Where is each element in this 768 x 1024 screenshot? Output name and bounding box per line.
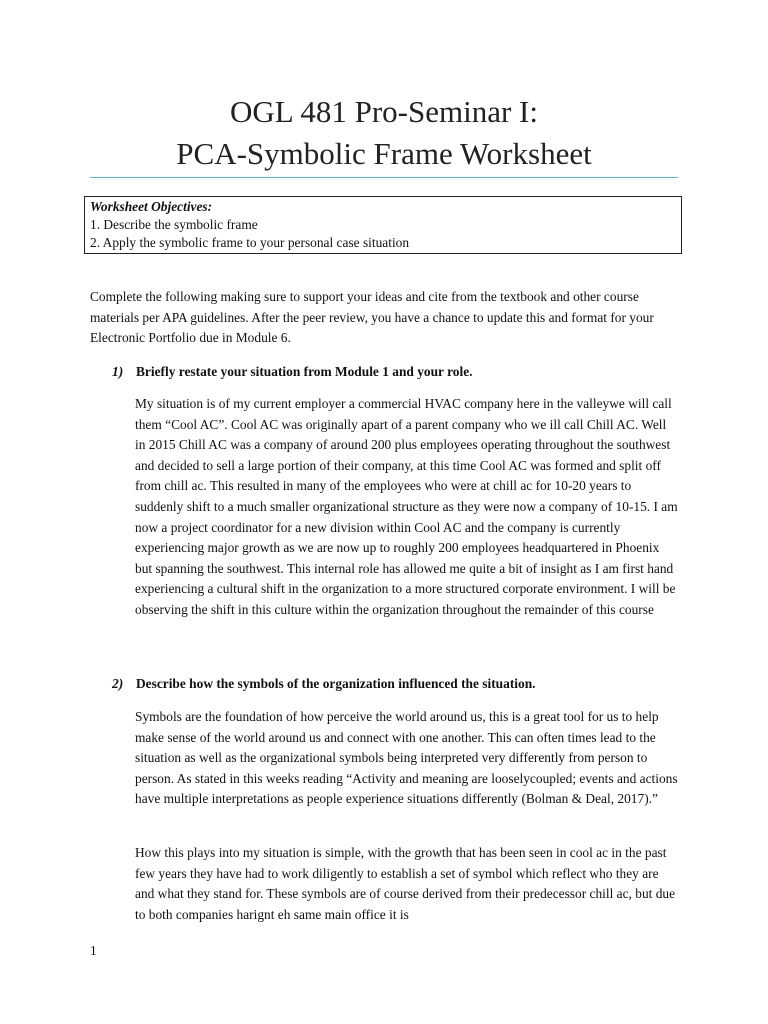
- title-divider: [90, 177, 678, 178]
- title-line-1: OGL 481 Pro-Seminar I:: [230, 94, 538, 129]
- question-number: 2): [112, 676, 124, 691]
- objective-item: 1. Describe the symbolic frame: [90, 217, 258, 232]
- question-text: Briefly restate your situation from Module 1 and your role.: [136, 364, 473, 379]
- question-text: Describe how the symbols of the organization influenced the situation.: [136, 676, 536, 691]
- answer-2-paragraph: Symbols are the foundation of how perceive the world around us, this is a great tool for us to help make sense of the world around us and connect with one another. This can often times lead to the situation as well as the organizational symbols being interpreted very differently from person to person. As stated in this weeks reading “Activity and meaning are looselycoupled; events and actions have multiple interpretations as people experience situations differently (Bolman & Deal, 2017).”: [135, 709, 678, 807]
- question-number: 1): [112, 364, 124, 379]
- answer-1-paragraph: My situation is of my current employer a commercial HVAC company here in the valleywe will call them “Cool AC”. Cool AC was originally apart of a parent company who we ill call Chill AC. Well in 2015 Chill AC was a company of around 200 plus employees operating throughout the southwest and decided to sell a large portion of their company, at this time Cool AC was formed and split off from chill ac. This resulted in many of the employees who were at chill ac for 10-20 years to suddenly shift to a much smaller organizational structure as they were now a company of 10-15. I am now a project coordinator for a new division within Cool AC and the company is currently experiencing major growth as we are now up to roughly 200 employees headquartered in Phoenix but spanning the southwest. This internal role has allowed me quite a bit of insight as I am first hand experiencing a cultural shift in the organization to a more structured corporate environment. I will be observing the shift in this culture within the organization throughout the remainder of this course: [135, 396, 678, 617]
- answer-2-paragraph-continued: How this plays into my situation is simple, with the growth that has been seen in cool ac in the past few years they have had to work diligently to establish a set of symbol which reflect who they are and what they stand for. These symbols are of course derived from their predecessor chill ac, but due to both companies harignt eh same main office it is: [135, 845, 676, 922]
- page-number: 1: [90, 943, 97, 958]
- objectives-box: [84, 196, 682, 254]
- objectives-heading: Worksheet Objectives:: [90, 199, 213, 214]
- objective-item: 2. Apply the symbolic frame to your personal case situation: [90, 235, 410, 250]
- title-line-2: PCA-Symbolic Frame Worksheet: [176, 136, 592, 171]
- intro-paragraph: Complete the following making sure to support your ideas and cite from the textbook and other course materials per APA guidelines. After the peer review, you have a chance to update this and format for your Electronic Portfolio due in Module 6.: [90, 289, 654, 346]
